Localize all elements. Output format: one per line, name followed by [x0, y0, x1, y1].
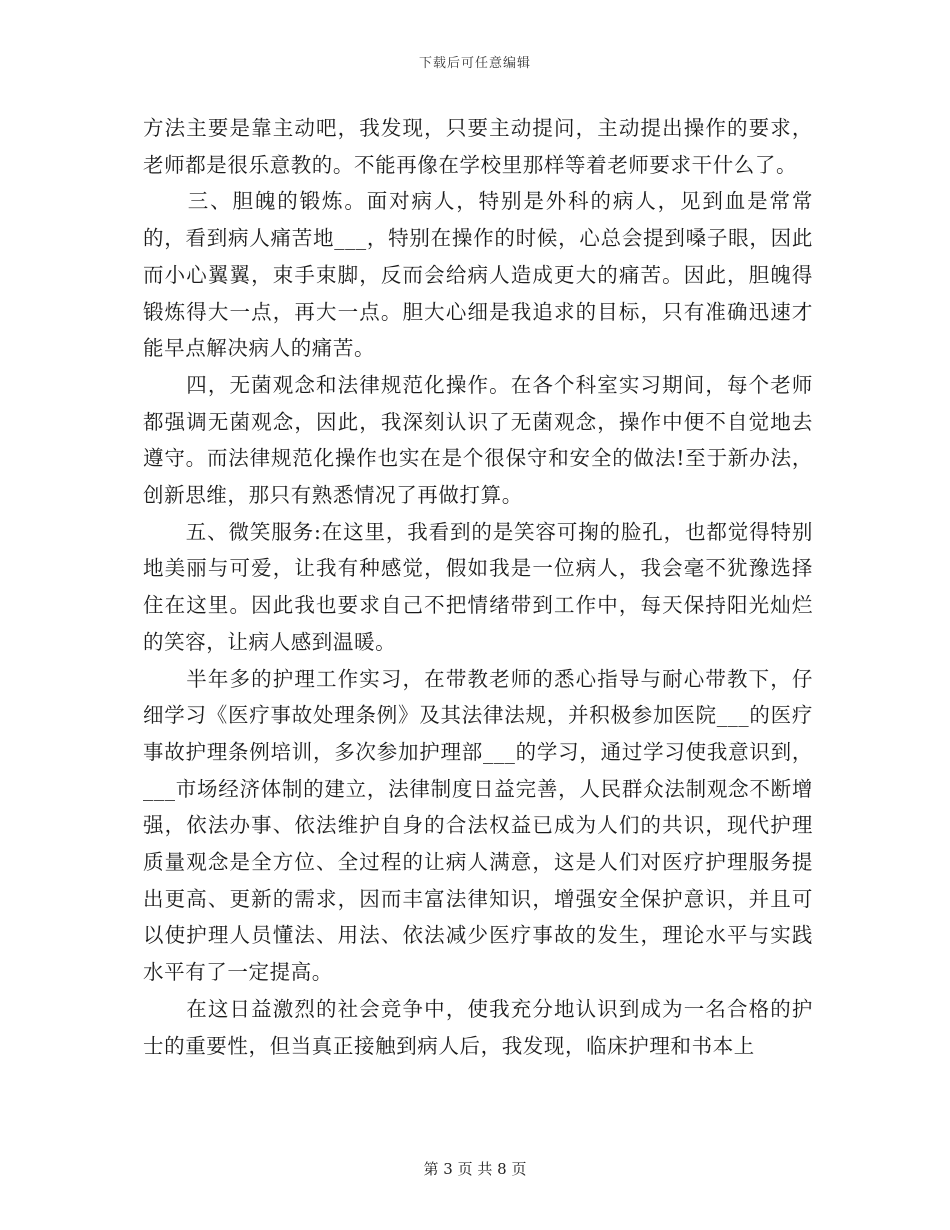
paragraph-6: 在这日益激烈的社会竞争中，使我充分地认识到成为一名合格的护士的重要性，但当真正接触到病人后，我发现，临床护理和书本上	[143, 996, 813, 1058]
document-body	[143, 110, 813, 1064]
page-number-footer: 第 3 页 共 8 页	[423, 1160, 527, 1178]
paragraph-5: 半年多的护理工作实习，在带教老师的悉心指导与耐心带教下，仔细学习《医疗事故处理条例》及其法律法规，并积极参加医院___的医疗事故护理条例培训，多次参加护理部___的学习，通过学习使我意识到，___市场经济体制的建立，法律制度日益完善，人民群众法制观念不断增强，依法办事、依法维护自身的合法权益已成为人们的共识，现代护理质量观念是全方位、全过程的让病人满意，这是人们对医疗护理服务提出更高、更新的需求，因而丰富法律知识，增强安全保护意识，并且可以使护理人员懂法、用法、依法减少医疗事故的发生，理论水平与实践水平有了一定提高。	[143, 666, 813, 985]
page-header: 下载后可任意编辑	[418, 56, 531, 71]
paragraph-2: 三、胆魄的锻炼。面对病人，特别是外科的病人，见到血是常常的，看到病人痛苦地___，特别在操作的时候，心总会提到嗓子眼，因此而小心翼翼，束手束脚，反而会给病人造成更大的痛苦。因此，胆魄得锻炼得大一点，再大一点。胆大心细是我追求的目标，只有准确迅速才能早点解决病人的痛苦。	[143, 189, 813, 361]
paragraph-1: 方法主要是靠主动吧，我发现，只要主动提问，主动提出操作的要求，老师都是很乐意教的。不能再像在学校里那样等着老师要求干什么了。	[143, 116, 813, 177]
paragraph-3: 四，无菌观念和法律规范化操作。在各个科室实习期间，每个老师都强调无菌观念，因此，我深刻认识了无菌观念，操作中便不自觉地去遵守。而法律规范化操作也实在是个很保守和安全的做法!至于新办法，创新思维，那只有熟悉情况了再做打算。	[143, 372, 813, 508]
paragraph-4: 五、微笑服务:在这里，我看到的是笑容可掬的脸孔，也都觉得特别地美丽与可爱，让我有种感觉，假如我是一位病人，我会毫不犹豫选择住在这里。因此我也要求自己不把情绪带到工作中，每天保持阳光灿烂的笑容，让病人感到温暖。	[143, 519, 813, 654]
